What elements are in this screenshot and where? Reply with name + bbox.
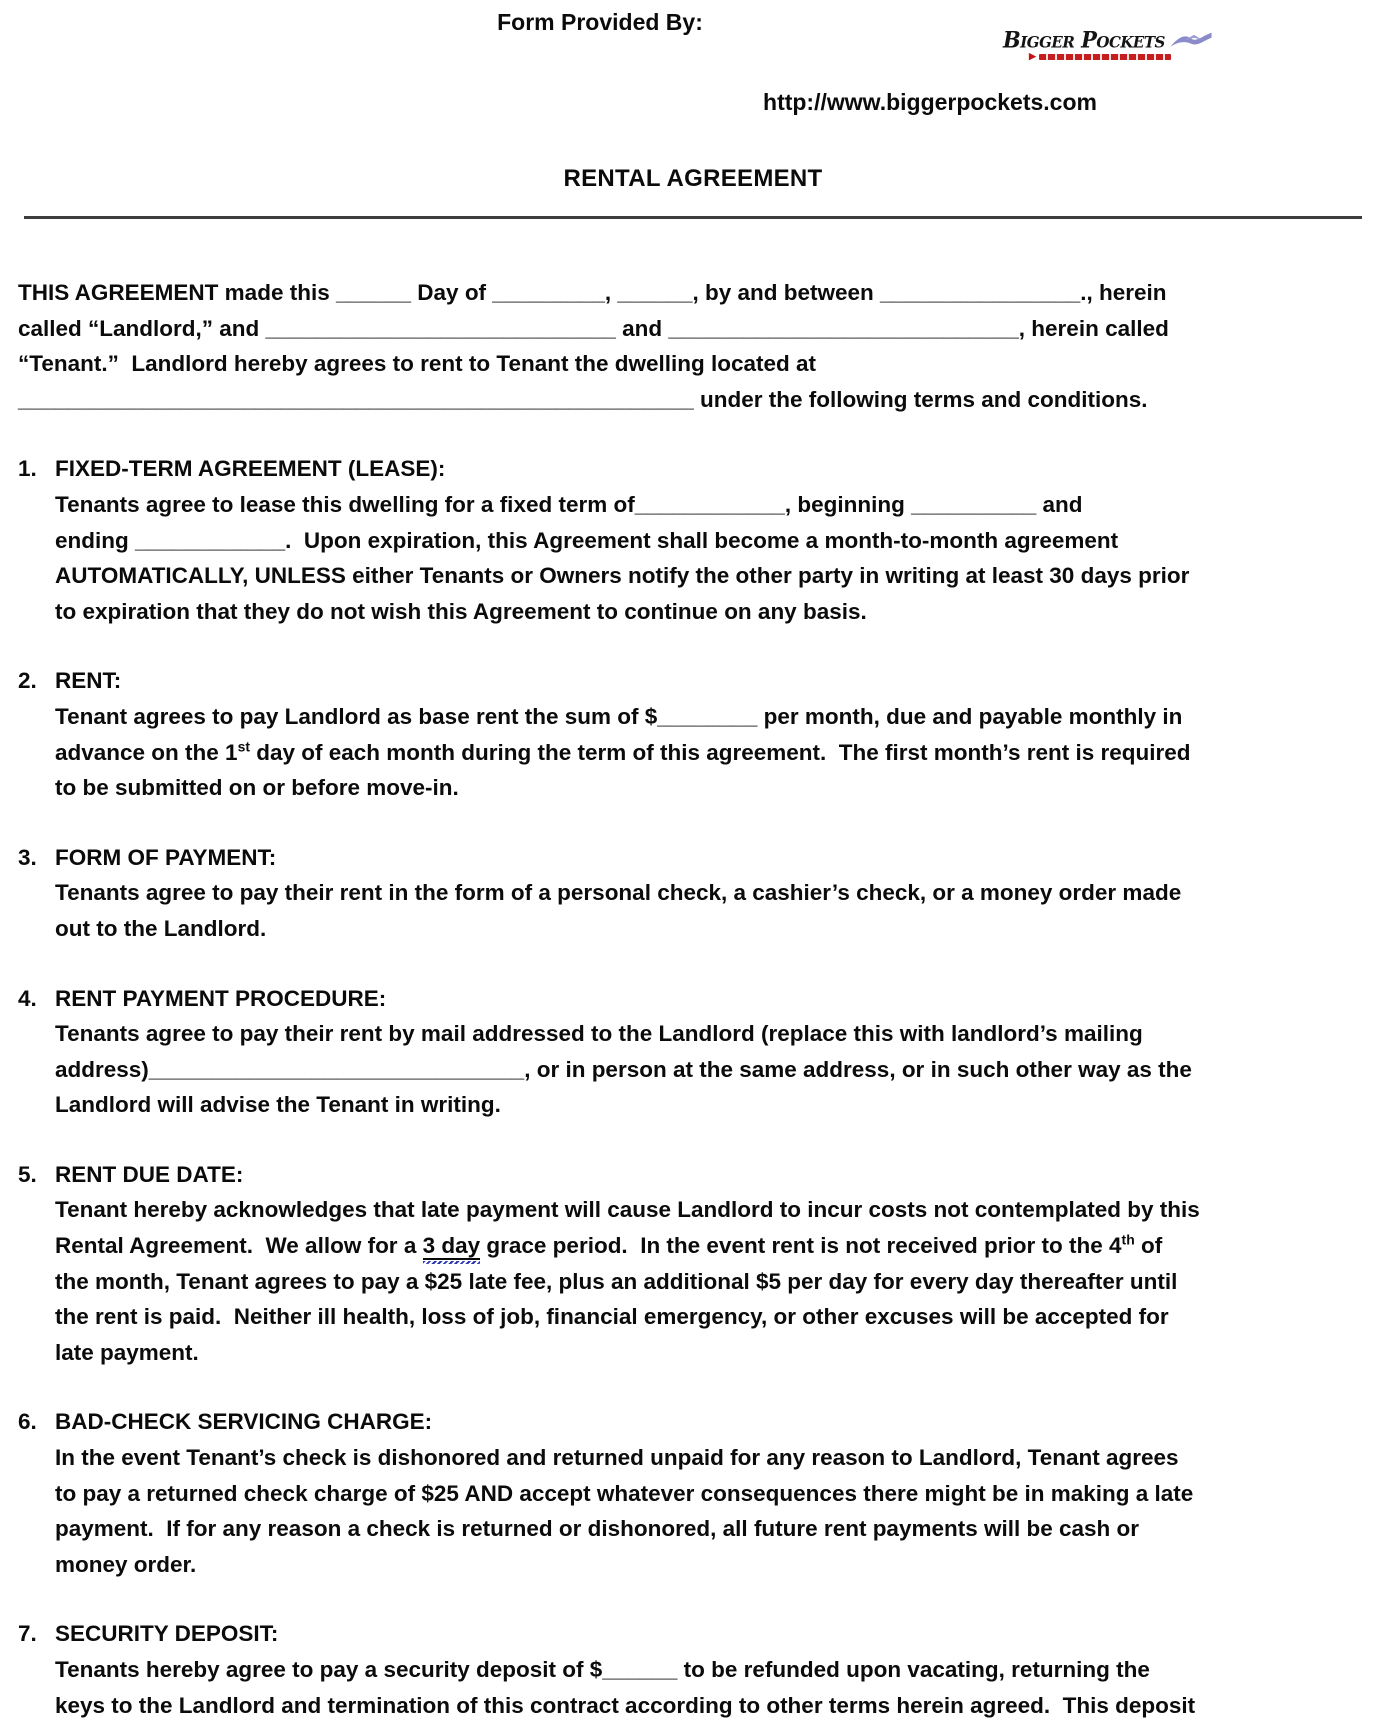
text-run: to be submitted on or before move-in. [55, 775, 459, 801]
text-run: to pay a returned check charge of $25 AND accept whatever consequences there might be in making a late [55, 1480, 1194, 1506]
section [18, 1404, 1368, 1582]
logo-wordmark: Bigger Pockets [1003, 26, 1165, 53]
section-number: 2. [18, 668, 37, 694]
text-run: THIS AGREEMENT made this ______ Day of _________, ______, by and between ________________., herein [18, 280, 1167, 305]
text-run: Tenants agree to pay their rent by mail addressed to the Landlord (replace this with landlord’s mailing [55, 1021, 1143, 1047]
text-run: keys to the Landlord and termination of this contract according to other terms herein agreed. This deposit [55, 1692, 1196, 1718]
text-run: ______________________________________________________ under the following terms and conditions. [18, 386, 1148, 412]
text-line [55, 1511, 1193, 1547]
text-run: grace period. In the event rent is not received prior to the 4 [480, 1233, 1122, 1259]
section-heading: RENT DUE DATE: [55, 1161, 244, 1187]
section-number: 5. [18, 1161, 37, 1187]
section-heading: FIXED-TERM AGREEMENT (LEASE): [55, 456, 446, 482]
text-run: ending ____________. Upon expiration, this Agreement shall become a month-to-month agreement [55, 527, 1119, 553]
section-number: 4. [18, 985, 37, 1011]
logo-tagline [1003, 52, 1199, 61]
biggerpockets-logo [1003, 27, 1199, 61]
text-line [55, 1192, 1200, 1228]
text-line [55, 1299, 1200, 1335]
section-content [55, 451, 1189, 629]
website-url: http://www.biggerpockets.com [763, 89, 1097, 115]
text-line [18, 311, 1368, 347]
text-line [55, 487, 1189, 523]
section-number: 3. [18, 844, 37, 870]
text-run: of [1134, 1233, 1163, 1259]
text-run: day of each month during the term of this agreement. The first month’s rent is required [249, 739, 1191, 765]
text-line [55, 1440, 1193, 1476]
text-run: In the event Tenant’s check is dishonored and returned unpaid for any reason to Landlord, Tenant agrees [55, 1445, 1179, 1471]
text-run: payment. If for any reason a check is returned or dishonored, all future rent payments will be cash or [55, 1516, 1140, 1542]
section-number: 6. [18, 1409, 37, 1435]
superscript: st [237, 738, 250, 755]
text-run: Tenants agree to pay their rent in the form of a personal check, a cashier’s check, or a money order made [55, 880, 1182, 906]
text-line [55, 558, 1189, 594]
text-line [55, 523, 1189, 559]
text-line [55, 1087, 1192, 1123]
text-line [55, 1228, 1200, 1264]
section-content [55, 981, 1192, 1123]
section-content [55, 1404, 1193, 1582]
text-line [55, 875, 1181, 911]
section-body [55, 875, 1181, 946]
text-run: Tenant hereby acknowledges that late payment will cause Landlord to incur costs not contemplated by this [55, 1197, 1200, 1223]
section-body [55, 1192, 1200, 1370]
text-run: late payment. [55, 1339, 199, 1365]
text-run: Tenants hereby agree to pay a security deposit of $______ to be refunded upon vacating, returning the [55, 1657, 1150, 1682]
text-line [55, 1688, 1195, 1724]
text-line [55, 1652, 1195, 1688]
text-line [18, 382, 1368, 418]
text-line [55, 911, 1181, 947]
section-heading: FORM OF PAYMENT: [55, 844, 277, 870]
section [18, 663, 1368, 805]
section-content [55, 663, 1191, 805]
sections [18, 451, 1368, 1723]
text-line [55, 699, 1191, 735]
text-run: “Tenant.” Landlord hereby agrees to rent to Tenant the dwelling located at [18, 351, 817, 377]
text-run: to expiration that they do not wish this Agreement to continue on any basis. [55, 598, 867, 624]
section-heading: SECURITY DEPOSIT: [55, 1621, 279, 1647]
section [18, 840, 1368, 947]
section-heading: BAD-CHECK SERVICING CHARGE: [55, 1409, 433, 1435]
text-line [55, 1547, 1193, 1583]
text-run: out to the Landlord. [55, 915, 267, 941]
section [18, 1616, 1368, 1723]
text-run: called “Landlord,” and ____________________________ and ____________________________, herein called [18, 315, 1169, 341]
underlined-text: 3 day [422, 1233, 481, 1259]
section-number: 7. [18, 1621, 37, 1647]
text-line [55, 770, 1191, 806]
text-line [55, 1335, 1200, 1371]
section-body [55, 1440, 1193, 1582]
section-body [55, 1652, 1195, 1723]
title-divider [24, 216, 1362, 219]
text-line [18, 275, 1368, 311]
text-line [55, 735, 1191, 771]
text-run: Tenant agrees to pay Landlord as base rent the sum of $________ per month, due and payable monthly in [55, 703, 1183, 729]
text-run: Tenants agree to lease this dwelling for a fixed term of____________, beginning __________ and [55, 491, 1083, 517]
intro-paragraph [18, 275, 1368, 417]
text-run: Landlord will advise the Tenant in writing. [55, 1092, 501, 1118]
text-line [55, 1016, 1192, 1052]
section-body [55, 699, 1191, 806]
superscript: th [1121, 1231, 1135, 1248]
document-title: RENTAL AGREEMENT [563, 165, 823, 192]
text-run: money order. [55, 1551, 197, 1577]
text-line [18, 346, 1368, 382]
red-arrow-icon: ▶ [1029, 51, 1036, 61]
section [18, 1157, 1368, 1371]
text-run: advance on the 1 [55, 739, 238, 765]
section-content [55, 1616, 1195, 1723]
section-heading: RENT PAYMENT PROCEDURE: [55, 985, 387, 1011]
logo-row [1003, 27, 1199, 52]
form-provided-by: Form Provided By: [497, 9, 703, 35]
section-heading: RENT: [55, 668, 122, 694]
section [18, 981, 1368, 1123]
text-run: AUTOMATICALLY, UNLESS either Tenants or Owners notify the other party in writing at least 30 days prior [55, 563, 1190, 589]
text-line [55, 1052, 1192, 1088]
section-body [55, 487, 1189, 629]
section-body [55, 1016, 1192, 1123]
section [18, 451, 1368, 629]
section-content [55, 1157, 1200, 1371]
text-run: address)______________________________, or in person at the same address, or in such other way as the [55, 1056, 1192, 1082]
text-line [55, 1264, 1200, 1300]
tagline-text-stripes [1039, 54, 1171, 60]
section-content [55, 840, 1181, 947]
text-run: the month, Tenant agrees to pay a $25 late fee, plus an additional $5 per day for every day thereafter until [55, 1268, 1178, 1294]
logo-swoosh-icon [1169, 30, 1213, 50]
text-run: Rental Agreement. We allow for a [55, 1233, 423, 1259]
text-line [55, 594, 1189, 630]
text-run: the rent is paid. Neither ill health, loss of job, financial emergency, or other excuses will be accepted for [55, 1304, 1169, 1330]
text-line [55, 1476, 1193, 1512]
section-number: 1. [18, 456, 37, 482]
